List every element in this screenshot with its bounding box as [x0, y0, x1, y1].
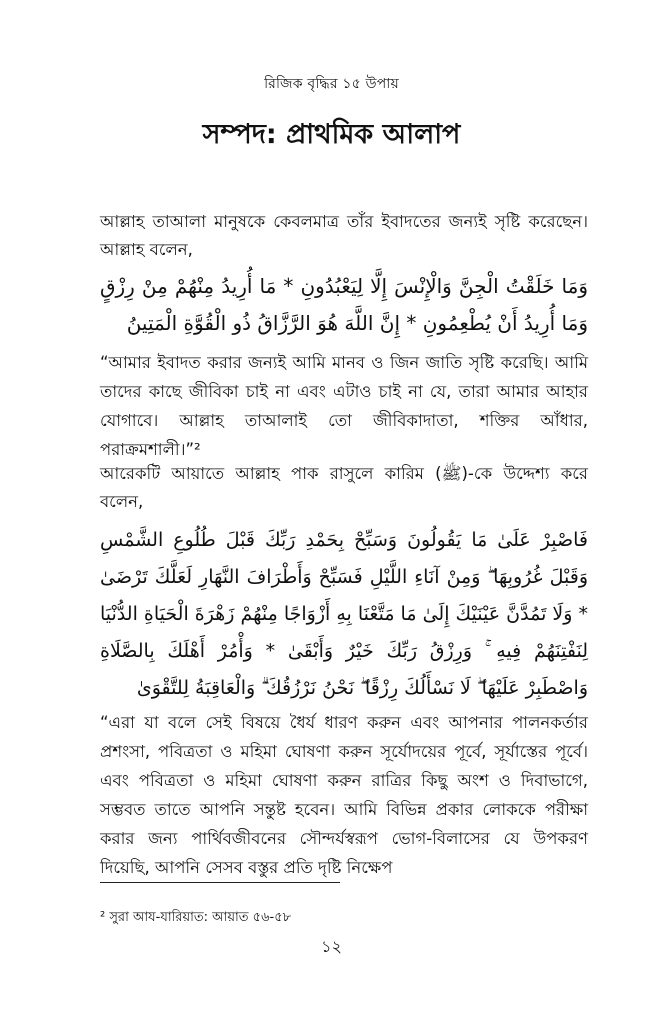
arabic-verse-block-1: [100, 268, 588, 342]
arabic-verse-block-2: [100, 522, 588, 707]
footnote-divider: [100, 882, 340, 883]
arabic-verse-1: وَمَا خَلَقْتُ الْجِنَّ وَالْإِنْسَ إِلَّا لِيَعْبُدُونِ * مَا أُرِيدُ مِنْهُمْ مِنْ رِزْقٍ وَمَا أُرِيدُ أَنْ يُطْعِمُونِ * إِنَّ اللَّهَ هُوَ الرَّزَّاقُ ذُو الْقُوَّةِ الْمَتِينُ: [100, 274, 588, 335]
arabic-verse-2: فَاصْبِرْ عَلَىٰ مَا يَقُولُونَ وَسَبِّحْ بِحَمْدِ رَبِّكَ قَبْلَ طُلُوعِ الشَّمْسِ وَقَبْلَ غُرُوبِهَا ۖ وَمِنْ آنَاءِ اللَّيْلِ فَسَبِّحْ وَأَطْرَافَ النَّهَارِ لَعَلَّكَ تَرْضَىٰ * وَلَا تَمُدَّنَّ عَيْنَيْكَ إِلَىٰ مَا مَتَّعْنَا بِهِ أَزْوَاجًا مِنْهُمْ زَهْرَةَ الْحَيَاةِ الدُّنْيَا لِنَفْتِنَهُمْ فِيهِ ۚ وَرِزْقُ رَبِّكَ خَيْرٌ وَأَبْقَىٰ * وَأْمُرْ أَهْلَكَ بِالصَّلَاةِ وَاصْطَبِرْ عَلَيْهَا ۖ لَا نَسْأَلُكَ رِزْقًا ۖ نَحْنُ نَرْزُقُكَ ۗ وَالْعَاقِبَةُ لِلتَّقْوَىٰ: [100, 529, 588, 699]
intro-paragraph: আল্লাহ তাআলা মানুষকে কেবলমাত্র তাঁর ইবাদতের জন্যই সৃষ্টি করেছেন। আল্লাহ বলেন,: [100, 212, 588, 259]
intro-paragraph-2-block: [100, 460, 588, 516]
footnote: ² সুরা আয-যারিয়াত: আয়াত ৫৬-৫৮: [100, 910, 292, 925]
page-number: ১২: [321, 937, 342, 956]
translation-quote-block-1: [100, 348, 588, 464]
translation-quote-2: “এরা যা বলে সেই বিষয়ে ধৈর্য ধারণ করুন এবং আপনার পালনকর্তার প্রশংসা, পবিত্রতা ও মহিমা ঘোষণা করুন সূর্যোদয়ের পূর্বে, সূর্যাস্তের পূর্বে। এবং পবিত্রতা ও মহিমা ঘোষণা করুন রাত্রির কিছু অংশ ও দিবাভাগে, সম্ভবত তাতে আপনি সন্তুষ্ট হবেন। আমি বিভিন্ন প্রকার লোককে পরীক্ষা করার জন্য পার্থিবজীবনের সৌন্দর্যস্বরূপ ভোগ-বিলাসের যে উপকরণ দিয়েছি, আপনি সেসব বস্তুর প্রতি দৃষ্টি নিক্ষেপ: [100, 713, 588, 877]
translation-quote-block-2: [100, 708, 588, 882]
translation-quote-1: “আমার ইবাদত করার জন্যই আমি মানব ও জিন জাতি সৃষ্টি করেছি। আমি তাদের কাছে জীবিকা চাই না এবং এটাও চাই না যে, তারা আমার আহার যোগাবে। আল্লাহ তাআলাই তো জীবিকাদাতা, শক্তির আঁধার, পরাক্রমশালী।”²: [100, 353, 588, 459]
running-head: রিজিক বৃদ্ধির ১৫ উপায়: [264, 76, 399, 92]
chapter-title: সম্পদ: প্রাথমিক আলাপ: [202, 119, 461, 150]
intro-paragraph-2: আরেকটি আয়াতে আল্লাহ পাক রাসুলে কারিম (ﷺ)-কে উদ্দেশ্য করে বলেন,: [100, 464, 589, 511]
intro-paragraph-block: [100, 208, 588, 264]
